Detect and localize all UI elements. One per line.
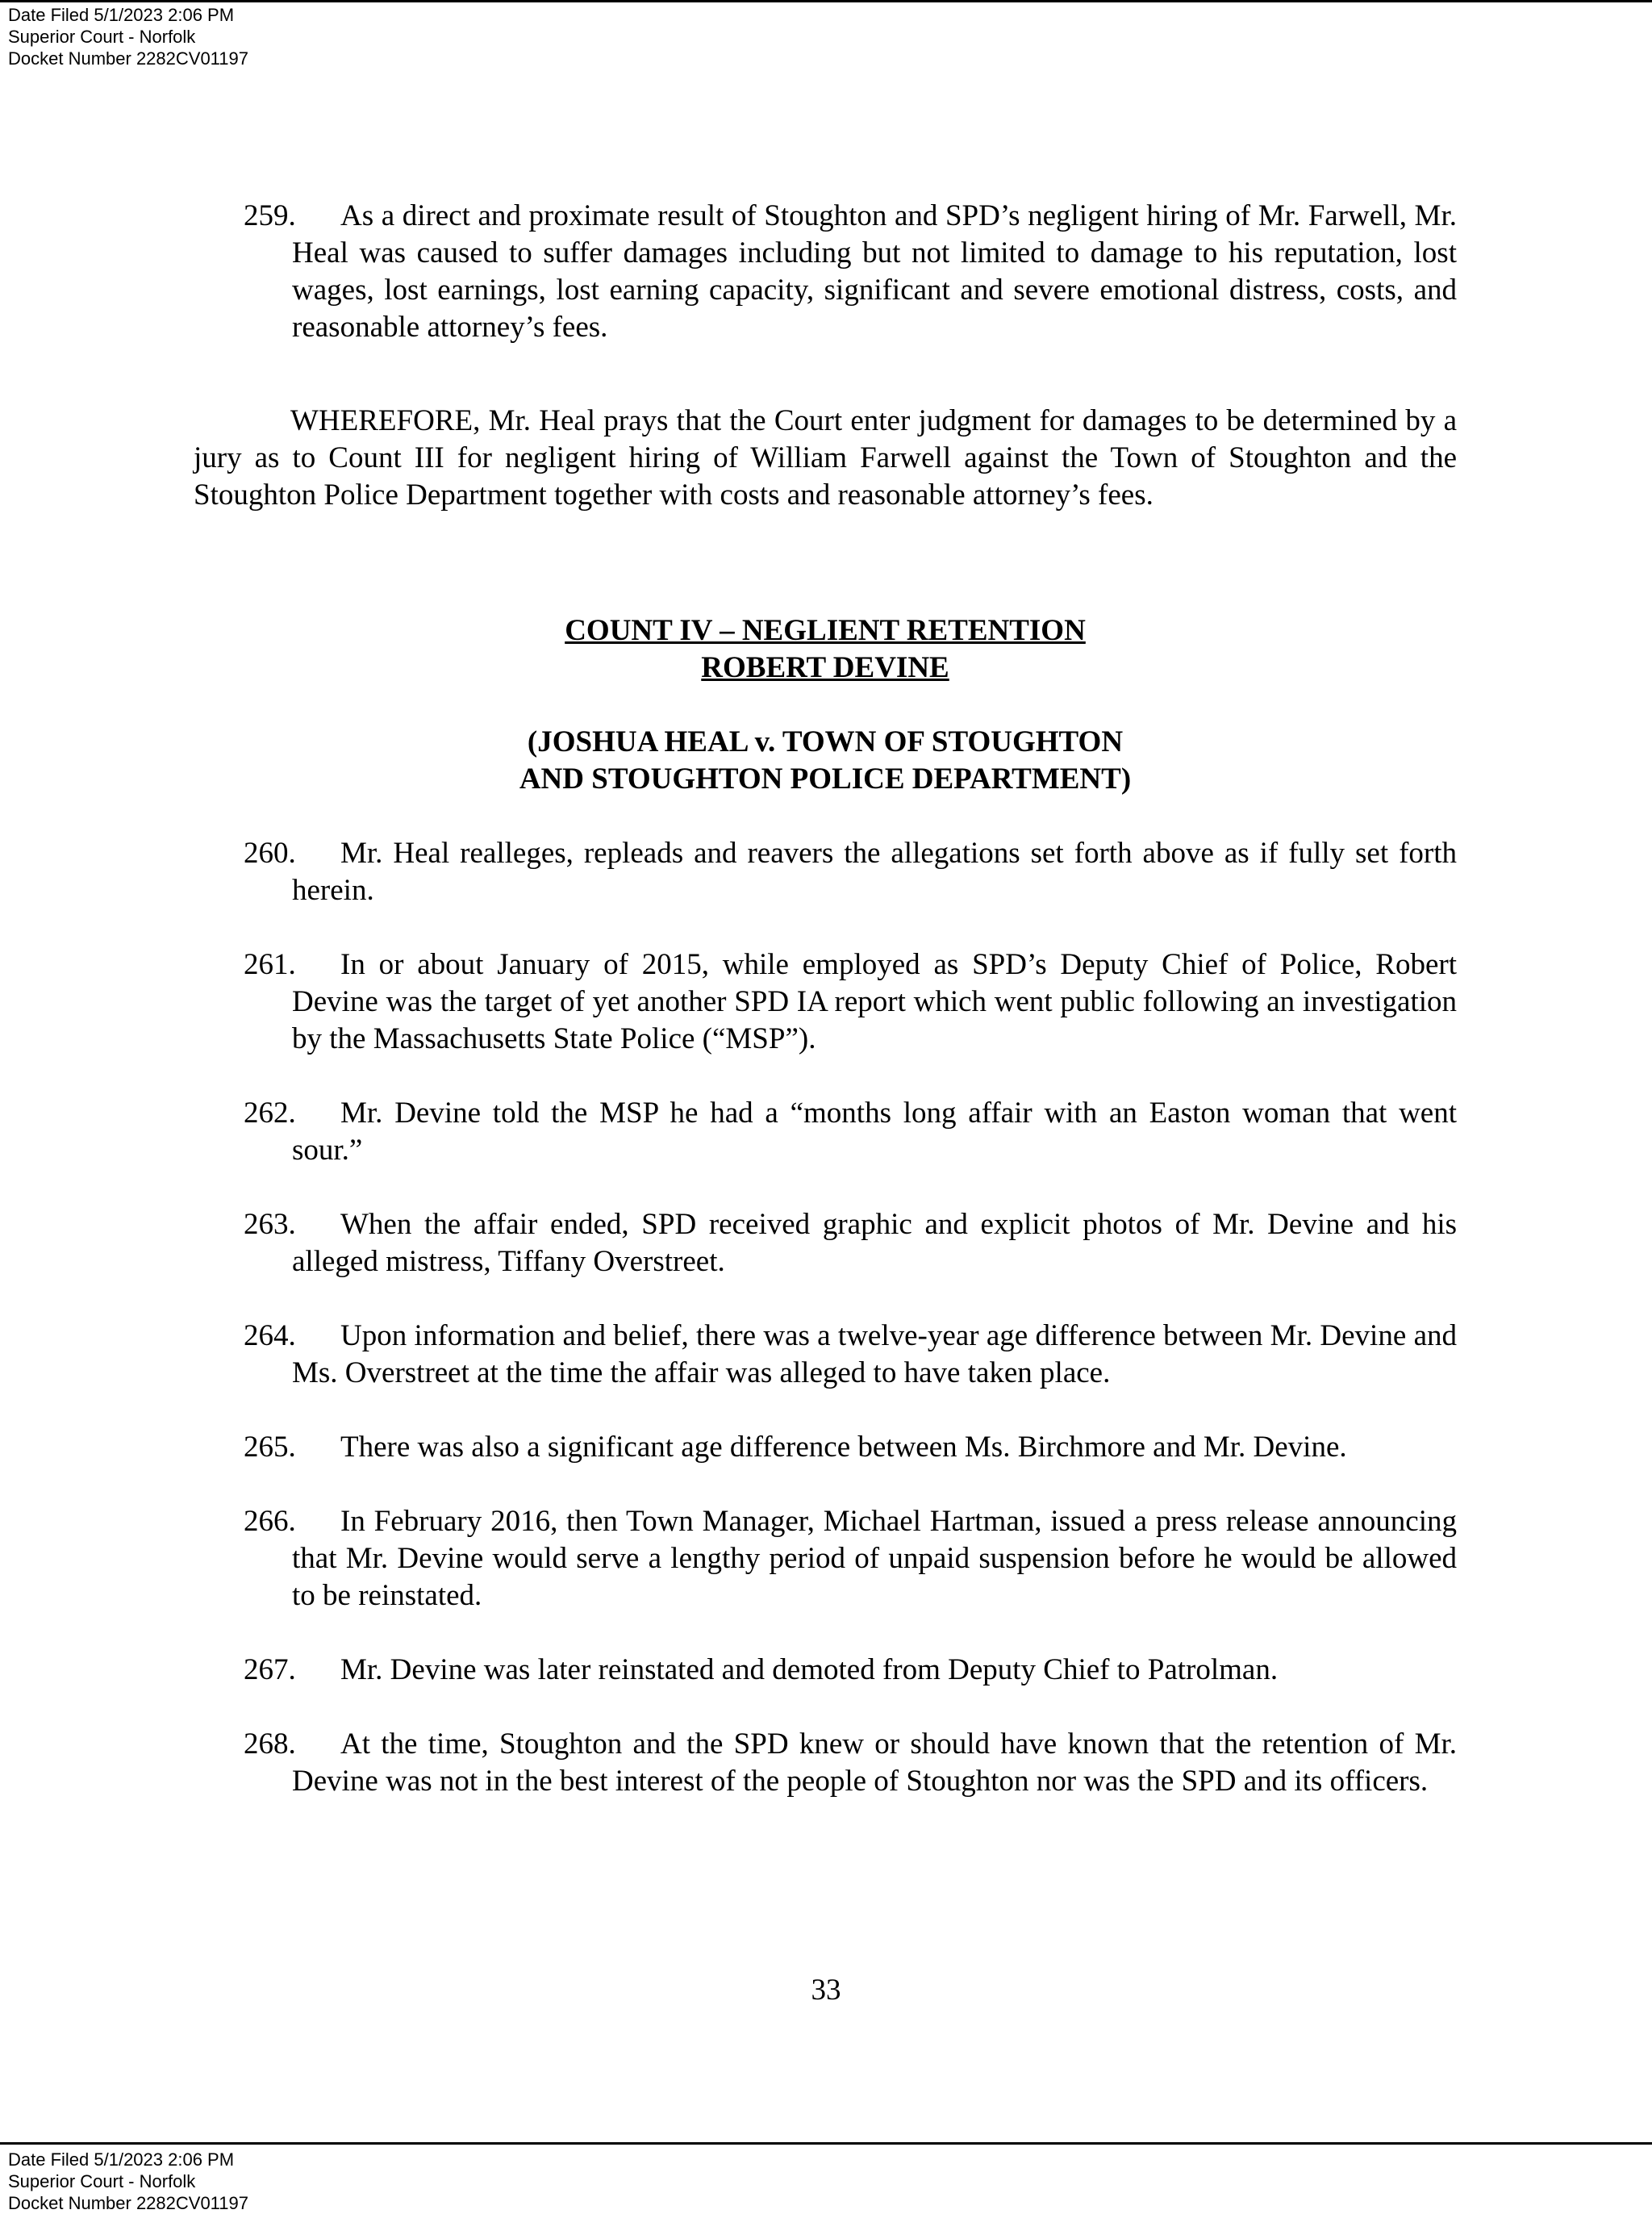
stamp-docket-number: Docket Number 2282CV01197 xyxy=(8,2193,248,2213)
numbered-paragraph xyxy=(194,1503,1457,1615)
count-defendant: ROBERT DEVINE xyxy=(701,651,949,684)
page-number: 33 xyxy=(811,1974,841,2007)
filing-stamp-top xyxy=(8,4,248,69)
paragraph-text: There was also a significant age difference between Ms. Birchmore and Mr. Devine. xyxy=(340,1431,1347,1464)
stamp-date-filed: Date Filed 5/1/2023 2:06 PM xyxy=(8,5,235,25)
caption-line-2: AND STOUGHTON POLICE DEPARTMENT) xyxy=(519,762,1132,796)
paragraph-number: 263. xyxy=(244,1208,296,1241)
numbered-paragraph xyxy=(194,946,1457,1058)
paragraph-number: 268. xyxy=(244,1727,296,1761)
wherefore-clause: WHEREFORE, Mr. Heal prays that the Court enter judgment for damages to be determined by a jury as to Count III for negligent hiring of William Farwell against the Town of Stoughton and the Stoughton Police Department together with costs and reasonable attorney’s fees. xyxy=(194,404,1457,512)
paragraph-text: Upon information and belief, there was a twelve-year age difference between Mr. Devine and Ms. Overstreet at the time the affair was alleged to have taken place. xyxy=(292,1319,1457,1389)
case-caption xyxy=(194,724,1457,798)
numbered-paragraph xyxy=(194,1652,1457,1689)
paragraph-text: Mr. Heal realleges, repleads and reavers the allegations set forth above as if fully set forth herein. xyxy=(292,837,1457,907)
numbered-paragraph xyxy=(194,1726,1457,1800)
count-heading xyxy=(194,612,1457,687)
numbered-paragraph xyxy=(194,198,1457,346)
paragraph-text: In or about January of 2015, while employed as SPD’s Deputy Chief of Police, Robert Devine was the target of yet another SPD IA report which went public following an investigation by the Massachusetts State Police (“MSP”). xyxy=(292,948,1457,1055)
paragraph-text: In February 2016, then Town Manager, Michael Hartman, issued a press release announcing that Mr. Devine would serve a lengthy period of unpaid suspension before he would be allowed to be reinstated. xyxy=(292,1505,1457,1612)
numbered-paragraph xyxy=(194,1206,1457,1280)
paragraph-text: At the time, Stoughton and the SPD knew or should have known that the retention of Mr. Devine was not in the best interest of the people of Stoughton nor was the SPD and its officers. xyxy=(292,1727,1457,1798)
caption-line-1: (JOSHUA HEAL v. TOWN OF STOUGHTON xyxy=(527,725,1124,758)
paragraph-number: 264. xyxy=(244,1319,296,1352)
numbered-paragraph xyxy=(194,1429,1457,1466)
paragraph-number: 265. xyxy=(244,1431,296,1464)
paragraph-number: 260. xyxy=(244,837,296,870)
numbered-paragraph xyxy=(194,835,1457,909)
paragraph-number: 262. xyxy=(244,1097,296,1130)
paragraph-text: As a direct and proximate result of Stoughton and SPD’s negligent hiring of Mr. Farwell, Mr. Heal was caused to suffer damages including but not limited to damage to his reputation, lost wages, lost earnings, lost earning capacity, significant and severe emotional distress, costs, and reasonable attorney’s fees. xyxy=(292,199,1457,344)
paragraph-number: 266. xyxy=(244,1505,296,1538)
paragraph-text: When the affair ended, SPD received graphic and explicit photos of Mr. Devine and his alleged mistress, Tiffany Overstreet. xyxy=(292,1208,1457,1278)
numbered-paragraph xyxy=(194,1318,1457,1392)
paragraph-number: 259. xyxy=(244,199,296,232)
count-title: COUNT IV – NEGLIENT RETENTION xyxy=(565,614,1086,647)
stamp-court: Superior Court - Norfolk xyxy=(8,27,196,47)
top-rule xyxy=(0,0,1652,2)
stamp-docket-number: Docket Number 2282CV01197 xyxy=(8,48,248,69)
stamp-date-filed: Date Filed 5/1/2023 2:06 PM xyxy=(8,2149,235,2170)
stamp-court: Superior Court - Norfolk xyxy=(8,2171,196,2191)
paragraph-number: 261. xyxy=(244,948,296,981)
numbered-paragraph xyxy=(194,1095,1457,1169)
bottom-rule xyxy=(0,2142,1652,2145)
paragraph-number: 267. xyxy=(244,1653,296,1686)
document-body xyxy=(194,198,1457,1837)
paragraph-text: Mr. Devine told the MSP he had a “months long affair with an Easton woman that went sour.” xyxy=(292,1097,1457,1167)
paragraph-text: Mr. Devine was later reinstated and demoted from Deputy Chief to Patrolman. xyxy=(340,1653,1279,1686)
